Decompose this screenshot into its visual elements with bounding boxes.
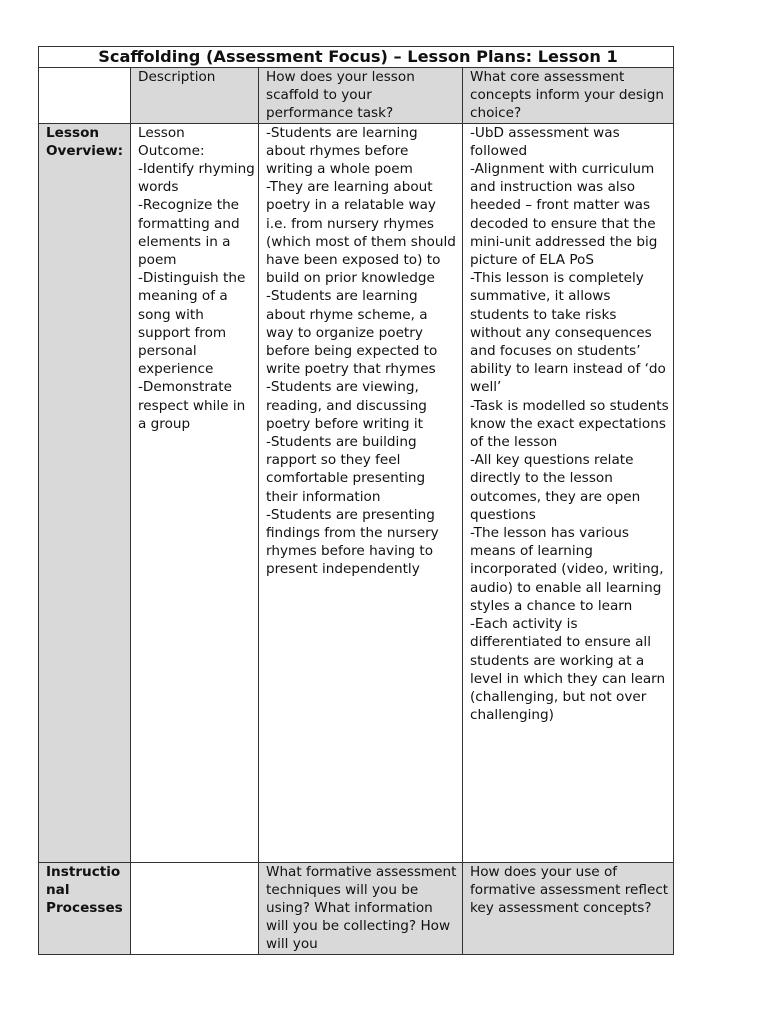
lesson-overview-row <box>39 123 674 862</box>
document-title: Scaffolding (Assessment Focus) – Lesson Plans: Lesson 1 <box>39 47 674 68</box>
instructional-processes-label: Instructional Processes <box>39 862 131 954</box>
instructional-processes-row <box>39 862 674 954</box>
header-empty-cell <box>39 68 131 124</box>
lesson-plan-table <box>38 46 674 955</box>
header-concepts-question: What core assessment concepts inform your design choice? <box>463 68 674 124</box>
scaffold-notes: -Students are learning about rhymes before writing a whole poem -They are learning about poetry in a relatable way i.e. from nursery rhymes (which most of them should have been exposed to) to build on prior knowledge -Students are learning about rhyme scheme, a way to organize poetry before being expected to write poetry that rhymes -Students are viewing, reading, and discussing poetry before writing it -Students are building rapport so they feel comfortable presenting their information -Students are presenting findings from the nursery rhymes before having to present independently <box>259 123 463 862</box>
lesson-outcome-description: Lesson Outcome: -Identify rhyming words -Recognize the formatting and elements in a poem -Distinguish the meaning of a song with support from personal experience -Demonstrate respect while in a group <box>131 123 259 862</box>
title-row <box>39 47 674 68</box>
instructional-processes-description <box>131 862 259 954</box>
header-scaffold-question: How does your lesson scaffold to your performance task? <box>259 68 463 124</box>
lesson-overview-label: Lesson Overview: <box>39 123 131 862</box>
header-row <box>39 68 674 124</box>
formative-concepts-question: How does your use of formative assessment reflect key assessment concepts? <box>463 862 674 954</box>
header-description: Description <box>131 68 259 124</box>
assessment-concepts-notes: -UbD assessment was followed -Alignment with curriculum and instruction was also heeded – front matter was decoded to ensure that the mini-unit addressed the big picture of ELA PoS -This lesson is completely summative, it allows students to take risks without any consequences and focuses on students’ ability to learn instead of ‘do well’ -Task is modelled so students know the exact expectations of the lesson -All key questions relate directly to the lesson outcomes, they are open questions -The lesson has various means of learning incorporated (video, writing, audio) to enable all learning styles a chance to learn -Each activity is differentiated to ensure all students are working at a level in which they can learn (challenging, but not over challenging) <box>463 123 674 862</box>
formative-techniques-question: What formative assessment techniques will you be using? What information will you be collecting? How will you <box>259 862 463 954</box>
